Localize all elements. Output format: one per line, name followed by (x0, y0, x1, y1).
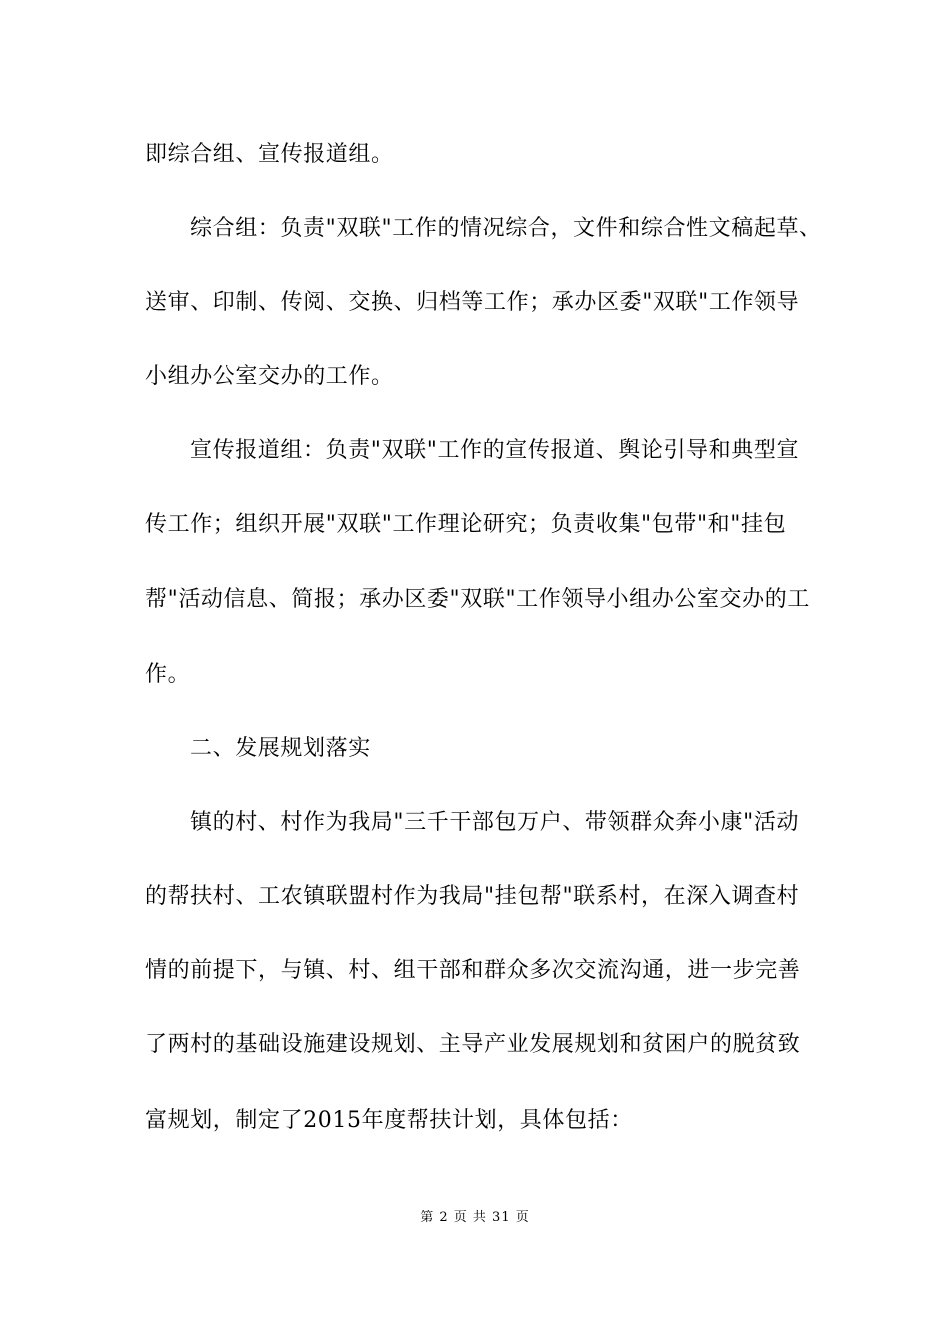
text-line-8: 作。 (145, 662, 191, 687)
text-line-7: 帮"活动信息、简报；承办区委"双联"工作领导小组办公室交办的工 (145, 587, 810, 612)
page-number-footer: 第 2 页 共 31 页 (420, 1210, 530, 1225)
section-heading: 二、发展规划落实 (190, 736, 371, 761)
text-line-12: 情的前提下，与镇、村、组干部和群众多次交流沟通，进一步完善 (145, 958, 801, 983)
text-line-14: 富规划，制定了2015年度帮扶计划，具体包括： (145, 1108, 633, 1133)
text-line-1: 即综合组、宣传报道组。 (145, 142, 394, 167)
text-line-11: 的帮扶村、工农镇联盟村作为我局"挂包帮"联系村，在深入调查村 (145, 884, 800, 909)
text-line-4: 小组办公室交办的工作。 (145, 364, 394, 389)
text-line-2: 综合组：负责"双联"工作的情况综合，文件和综合性文稿起草、 (190, 216, 822, 241)
text-line-6: 传工作；组织开展"双联"工作理论研究；负责收集"包带"和"挂包 (145, 512, 787, 537)
text-line-10: 镇的村、村作为我局"三千干部包万户、带领群众奔小康"活动 (190, 810, 800, 835)
text-line-13: 了两村的基础设施建设规划、主导产业发展规划和贫困户的脱贫致 (145, 1032, 801, 1057)
text-line-5: 宣传报道组：负责"双联"工作的宣传报道、舆论引导和典型宣 (190, 438, 800, 463)
text-line-3: 送审、印制、传阅、交换、归档等工作；承办区委"双联"工作领导 (145, 290, 800, 315)
